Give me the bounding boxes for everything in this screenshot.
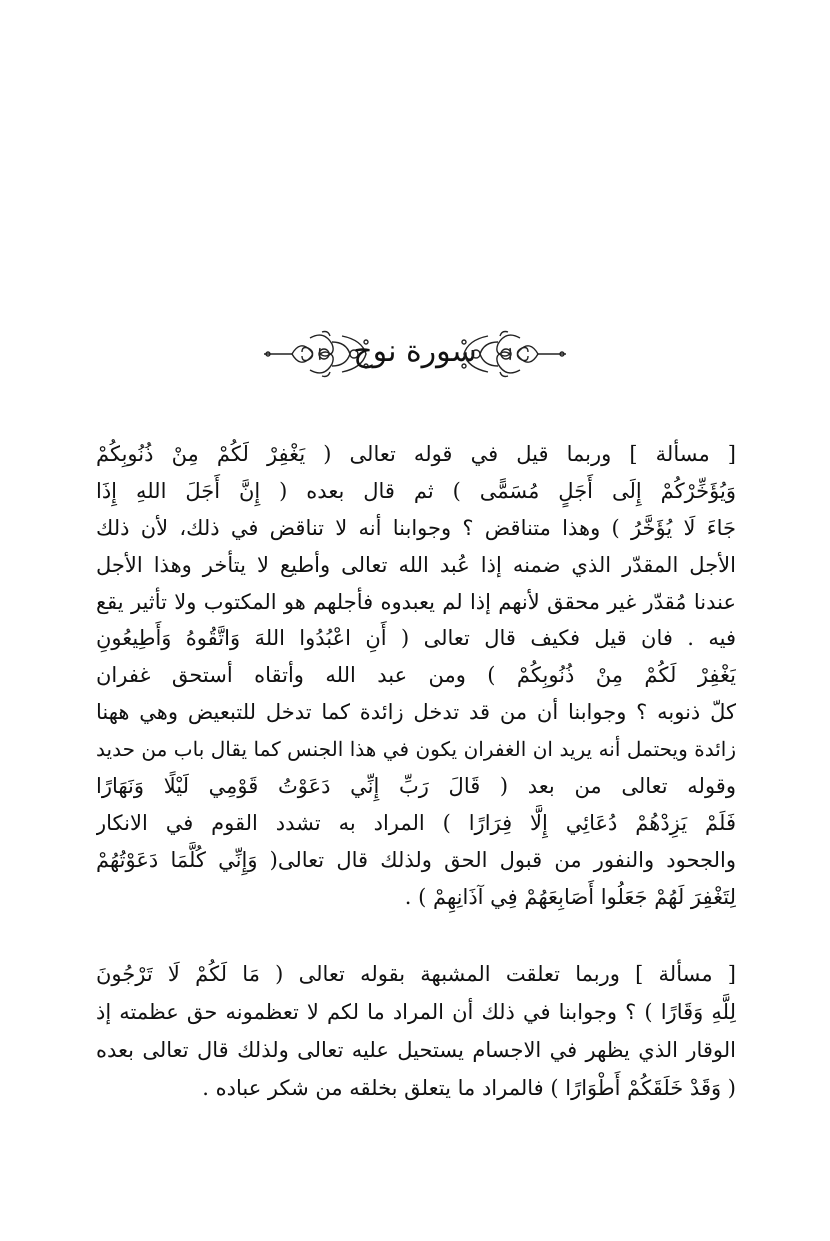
text-line: [ مسألة ] وربما تعلقت المشبهة بقوله تعالى ( مَا لَكُمْ لَا تَرْجُونَ [96, 962, 736, 986]
text-line: فَلَمْ يَزِدْهُمْ دُعَائِي إِلَّا فِرَارًا ) المراد به تشدد القوم في الانكار [96, 810, 736, 835]
text-line: ( وَقَدْ خَلَقَكُمْ أَطْوَارًا ) فالمراد ما يتعلق بخلقه من شكر عباده . [202, 1076, 736, 1100]
text-line: الوقار الذي يظهر في الاجسام يستحيل عليه تعالى ولذلك قال تعالى بعده [96, 1038, 736, 1062]
chapter-title: سورة نوح [353, 334, 477, 369]
text-line: لِتَغْفِرَ لَهُمْ جَعَلُوا أَصَابِعَهُمْ فِي آذَانِهِمْ ) . [404, 884, 736, 909]
text-line: عندنا مُقدّر غير محقق لأنهم إذا لم يعبدوه فأجلهم هو المكتوب ولا تأثير يقع [96, 589, 736, 614]
text-line: وقوله تعالى من بعد ( قَالَ رَبِّ إِنِّي دَعَوْتُ قَوْمِي لَيْلًا وَنَهَارًا [96, 774, 736, 799]
text-line: لِلَّهِ وَقَارًا ) ؟ وجوابنا في ذلك أن المراد ما لكم لا تعظمونه حق عظمته إذ [96, 1000, 736, 1024]
text-line: جَاءَ لَا يُؤَخَّرُ ) وهذا متناقض ؟ وجوابنا أنه لا تناقض في ذلك، لأن ذلك [96, 515, 736, 540]
text-line: زائدة ويحتمل أنه يريد ان الغفران يكون في هذا الجنس كما يقال باب من حديد [96, 737, 736, 762]
text-line: وَيُؤَخِّرْكُمْ إِلَى أَجَلٍ مُسَمًّى ) ثم قال بعده ( إِنَّ أَجَلَ اللهِ إِذَا [96, 478, 736, 503]
question-section-1 [96, 436, 736, 916]
text-line: يَغْفِرْ لَكُمْ مِنْ ذُنُوبِكُمْ ) ومن عبد الله وأتقاه أستحق غفران [96, 663, 736, 688]
text-line: كلّ ذنوبه ؟ وجوابنا أن من قد تدخل زائدة كما تدخل للتبعيض وهي ههنا [96, 700, 736, 725]
text-line: فيه . فان قيل فكيف قال تعالى ( أَنِ اعْبُدُوا اللهَ وَاتَّقُوهُ وَأَطِيعُونِ [96, 626, 736, 651]
text-line: الأجل المقدّر الذي ضمنه إذا عُبد الله تعالى وأطيع لا يتأخر وهذا الأجل [96, 552, 736, 577]
right-arabesque-ornament-icon [456, 328, 568, 380]
chapter-heading [0, 322, 830, 392]
text-line: والجحود والنفور من قبول الحق ولذلك قال تعالى( وَإِنِّي كُلَّمَا دَعَوْتُهُمْ [96, 847, 736, 872]
text-line: [ مسألة ] وربما قيل في قوله تعالى ( يَغْفِرْ لَكُمْ مِنْ ذُنُوبِكُمْ [96, 442, 736, 466]
question-section-2 [96, 955, 736, 1107]
